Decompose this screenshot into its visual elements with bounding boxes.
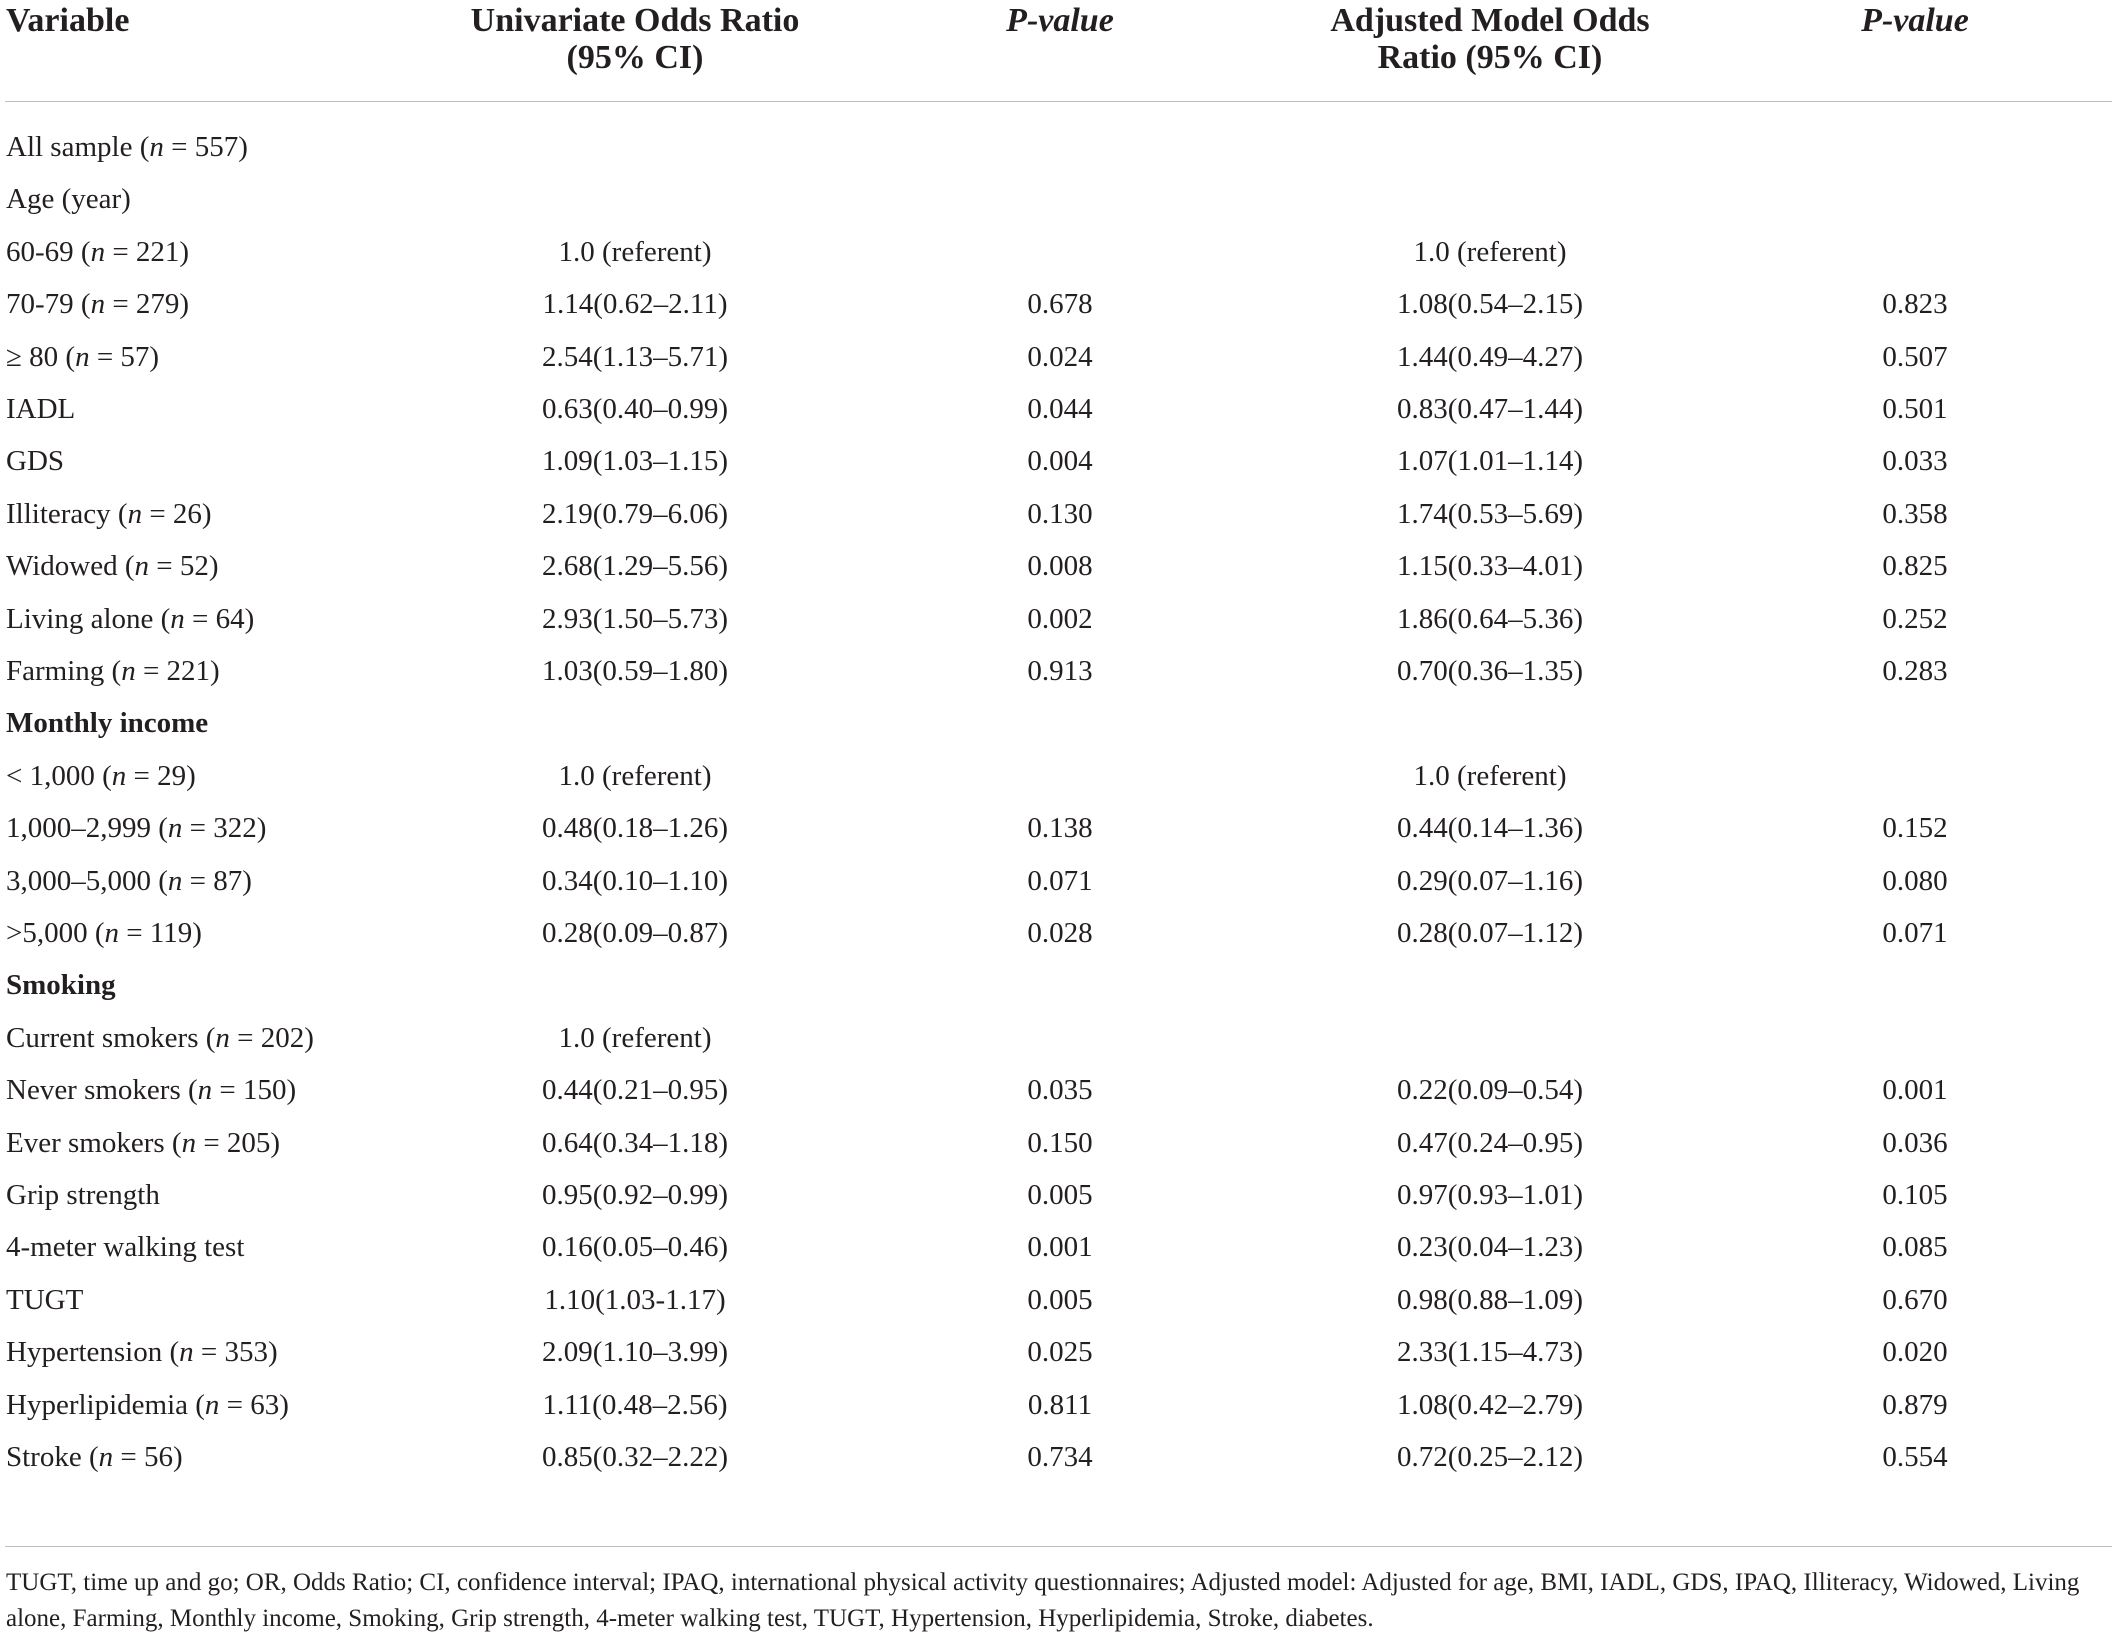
row-adjusted-pvalue: 0.670: [1882, 1283, 1948, 1316]
row-univariate-pvalue: 0.071: [1027, 864, 1093, 897]
table-row: [0, 278, 2117, 330]
header-pvalue1-text: P-value: [1006, 2, 1114, 39]
row-adjusted-or: 0.29(0.07–1.16): [1396, 864, 1584, 897]
table-row: [0, 1012, 2117, 1064]
table-row: [0, 645, 2117, 697]
row-variable: 60-69 (n = 221): [6, 235, 190, 268]
row-variable: < 1,000 (n = 29): [6, 759, 196, 792]
row-adjusted-or: 0.28(0.07–1.12): [1396, 917, 1584, 949]
row-adjusted-or: 2.33(1.15–4.73): [1396, 1336, 1584, 1369]
row-variable: Stroke (n = 56): [6, 1441, 183, 1473]
row-univariate-or: 1.0 (referent): [558, 235, 712, 268]
row-adjusted-pvalue: 0.036: [1882, 1126, 1948, 1159]
table-row: [0, 1274, 2117, 1326]
row-variable: 70-79 (n = 279): [6, 288, 190, 321]
row-adjusted-or: 0.23(0.04–1.23): [1396, 1231, 1584, 1264]
header-adjusted-line1: Adjusted Model Odds: [1330, 2, 1650, 39]
row-adjusted-or: 1.0 (referent): [1413, 759, 1567, 792]
row-univariate-or: 2.09(1.10–3.99): [541, 1336, 729, 1369]
row-adjusted-pvalue: 0.501: [1882, 393, 1948, 425]
row-univariate-or: 2.54(1.13–5.71): [541, 340, 729, 373]
table-row: [0, 697, 2117, 749]
table-row: [0, 1221, 2117, 1273]
row-univariate-or: 1.11(0.48–2.56): [542, 1388, 728, 1421]
row-adjusted-or: 0.47(0.24–0.95): [1396, 1126, 1584, 1159]
row-univariate-pvalue: 0.035: [1027, 1074, 1093, 1107]
header-univariate-line1: Univariate Odds Ratio: [470, 2, 800, 39]
table-row: [0, 435, 2117, 487]
row-univariate-pvalue: 0.002: [1027, 602, 1093, 635]
header-pvalue-univariate: [960, 2, 1160, 39]
row-univariate-or: 2.19(0.79–6.06): [541, 497, 729, 530]
row-univariate-or: 1.10(1.03-1.17): [544, 1283, 726, 1316]
row-adjusted-pvalue: 0.085: [1882, 1231, 1948, 1264]
row-variable: Farming (n = 221): [6, 655, 220, 687]
row-adjusted-or: 1.08(0.54–2.15): [1396, 288, 1584, 321]
row-variable: Never smokers (n = 150): [6, 1074, 297, 1107]
row-variable: Hypertension (n = 353): [6, 1336, 278, 1369]
row-adjusted-pvalue: 0.825: [1882, 550, 1948, 583]
row-univariate-or: 0.95(0.92–0.99): [541, 1179, 729, 1211]
table-row: [0, 121, 2117, 173]
row-adjusted-or: 0.72(0.25–2.12): [1396, 1441, 1584, 1473]
table-row: [0, 226, 2117, 278]
row-adjusted-pvalue: 0.071: [1882, 917, 1948, 949]
table-row: [0, 1169, 2117, 1221]
row-variable: 1,000–2,999 (n = 322): [6, 812, 267, 845]
table-row: [0, 383, 2117, 435]
footnote-divider: [5, 1546, 2112, 1547]
row-variable: 4-meter walking test: [6, 1231, 245, 1264]
row-univariate-or: 1.14(0.62–2.11): [542, 288, 728, 321]
row-univariate-or: 0.28(0.09–0.87): [541, 917, 729, 949]
table-row: [0, 750, 2117, 802]
row-variable: >5,000 (n = 119): [6, 917, 202, 949]
header-pvalue2-text: P-value: [1861, 2, 1969, 39]
header-variable: [6, 2, 129, 39]
row-univariate-pvalue: 0.913: [1027, 655, 1093, 687]
row-univariate-pvalue: 0.005: [1027, 1179, 1093, 1211]
row-variable: Grip strength: [6, 1179, 160, 1211]
row-adjusted-pvalue: 0.507: [1882, 340, 1948, 373]
row-adjusted-or: 1.07(1.01–1.14): [1396, 445, 1584, 478]
table-row: [0, 1117, 2117, 1169]
table-footnote: TUGT, time up and go; OR, Odds Ratio; CI, confidence interval; IPAQ, international physical activity questionnaires; Adjusted model: Adjusted for age, BMI, IADL, GDS, IPAQ, Illiteracy, Widowed, Living alone, Farming, Monthly income, Smoking, Grip strength, 4-meter walking test, TUGT, Hypertension, Hyperlipidemia, Stroke, diabetes.: [6, 1569, 2080, 1632]
table-row: [0, 959, 2117, 1011]
row-univariate-pvalue: 0.001: [1027, 1231, 1093, 1264]
row-univariate-or: 0.64(0.34–1.18): [541, 1126, 729, 1159]
row-univariate-or: 1.0 (referent): [558, 759, 712, 792]
row-univariate-or: 0.44(0.21–0.95): [541, 1074, 729, 1107]
row-univariate-or: 1.03(0.59–1.80): [541, 655, 729, 687]
row-univariate-or: 2.68(1.29–5.56): [541, 550, 729, 583]
table-row: [0, 540, 2117, 592]
row-adjusted-or: 1.0 (referent): [1413, 235, 1567, 268]
row-variable: Widowed (n = 52): [6, 550, 219, 583]
row-univariate-or: 0.85(0.32–2.22): [541, 1441, 729, 1473]
row-variable: GDS: [6, 445, 65, 478]
header-divider: [5, 101, 2112, 102]
row-univariate-pvalue: 0.024: [1027, 340, 1093, 373]
row-variable: Monthly income: [6, 707, 209, 740]
header-univariate-line2: (95% CI): [566, 39, 704, 76]
row-univariate-or: 1.0 (referent): [558, 1021, 712, 1054]
row-univariate-pvalue: 0.008: [1027, 550, 1093, 583]
table-row: [0, 593, 2117, 645]
row-univariate-pvalue: 0.028: [1027, 917, 1093, 949]
row-univariate-pvalue: 0.811: [1027, 1388, 1093, 1421]
header-variable-text: Variable: [6, 2, 130, 39]
row-adjusted-pvalue: 0.080: [1882, 864, 1948, 897]
row-univariate-pvalue: 0.005: [1027, 1283, 1093, 1316]
row-univariate-pvalue: 0.678: [1027, 288, 1093, 321]
row-univariate-or: 2.93(1.50–5.73): [541, 602, 729, 635]
row-variable: All sample (n = 557): [6, 131, 248, 163]
row-univariate-pvalue: 0.025: [1027, 1336, 1093, 1369]
row-adjusted-pvalue: 0.152: [1882, 812, 1948, 845]
row-variable: 3,000–5,000 (n = 87): [6, 864, 252, 897]
row-adjusted-pvalue: 0.105: [1882, 1179, 1948, 1211]
table-row: [0, 1379, 2117, 1431]
row-adjusted-or: 1.44(0.49–4.27): [1396, 340, 1584, 373]
table-row: [0, 1064, 2117, 1116]
header-adjusted-or: [1290, 2, 1690, 76]
row-adjusted-or: 0.44(0.14–1.36): [1396, 812, 1584, 845]
table-row: [0, 1431, 2117, 1483]
row-univariate-pvalue: 0.044: [1027, 393, 1093, 425]
row-univariate-or: 0.16(0.05–0.46): [541, 1231, 729, 1264]
row-adjusted-or: 0.98(0.88–1.09): [1396, 1283, 1584, 1316]
row-univariate-pvalue: 0.150: [1027, 1126, 1093, 1159]
row-variable: Living alone (n = 64): [6, 602, 255, 635]
header-univariate-or: [435, 2, 835, 76]
row-adjusted-pvalue: 0.001: [1882, 1074, 1948, 1107]
row-adjusted-or: 1.08(0.42–2.79): [1396, 1388, 1584, 1421]
row-univariate-or: 0.48(0.18–1.26): [541, 812, 729, 845]
row-adjusted-or: 1.74(0.53–5.69): [1396, 497, 1584, 530]
row-adjusted-or: 1.15(0.33–4.01): [1396, 550, 1584, 583]
row-variable: Current smokers (n = 202): [6, 1021, 314, 1054]
row-adjusted-pvalue: 0.252: [1882, 602, 1948, 635]
table-row: [0, 173, 2117, 225]
row-adjusted-or: 1.86(0.64–5.36): [1396, 602, 1584, 635]
row-adjusted-pvalue: 0.020: [1882, 1336, 1948, 1369]
row-adjusted-pvalue: 0.033: [1882, 445, 1948, 478]
row-univariate-pvalue: 0.004: [1027, 445, 1093, 478]
table-row: [0, 907, 2117, 959]
row-variable: Ever smokers (n = 205): [6, 1126, 281, 1159]
row-univariate-or: 0.63(0.40–0.99): [541, 393, 729, 425]
row-adjusted-pvalue: 0.283: [1882, 655, 1948, 687]
row-univariate-pvalue: 0.734: [1027, 1441, 1093, 1473]
row-adjusted-pvalue: 0.358: [1882, 497, 1948, 530]
row-variable: TUGT: [6, 1283, 84, 1316]
row-variable: Illiteracy (n = 26): [6, 497, 212, 530]
row-adjusted-pvalue: 0.554: [1882, 1441, 1948, 1473]
row-adjusted-or: 0.97(0.93–1.01): [1396, 1179, 1584, 1211]
row-adjusted-pvalue: 0.879: [1882, 1388, 1948, 1421]
row-variable: Smoking: [6, 969, 116, 1002]
table-row: [0, 488, 2117, 540]
row-univariate-or: 0.34(0.10–1.10): [541, 864, 729, 897]
row-variable: IADL: [6, 393, 76, 425]
header-adjusted-line2: Ratio (95% CI): [1377, 39, 1603, 76]
table-row: [0, 802, 2117, 854]
row-variable: ≥ 80 (n = 57): [6, 340, 160, 373]
row-univariate-pvalue: 0.138: [1027, 812, 1093, 845]
row-adjusted-or: 0.83(0.47–1.44): [1396, 393, 1584, 425]
row-variable: Age (year): [6, 183, 131, 216]
row-adjusted-pvalue: 0.823: [1882, 288, 1948, 321]
row-univariate-or: 1.09(1.03–1.15): [541, 445, 729, 478]
table-row: [0, 331, 2117, 383]
table-row: [0, 855, 2117, 907]
row-adjusted-or: 0.70(0.36–1.35): [1396, 655, 1584, 687]
row-adjusted-or: 0.22(0.09–0.54): [1396, 1074, 1584, 1107]
row-variable: Hyperlipidemia (n = 63): [6, 1388, 289, 1421]
table-row: [0, 1326, 2117, 1378]
header-pvalue-adjusted: [1815, 2, 2015, 39]
row-univariate-pvalue: 0.130: [1027, 497, 1093, 530]
